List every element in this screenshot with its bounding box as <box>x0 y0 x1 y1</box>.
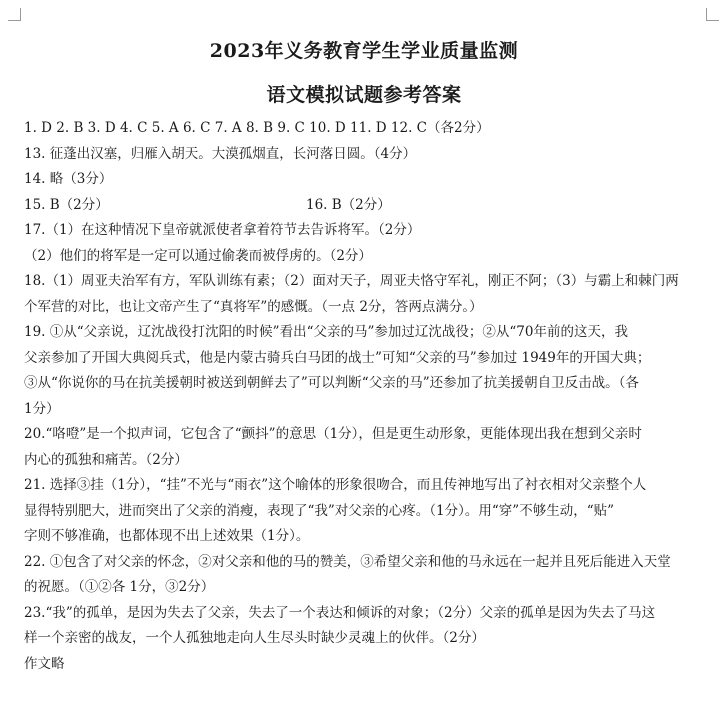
answer-line: 18.（1）周亚夫治军有方，军队训练有素；（2）面对天子，周亚夫恪守军礼，刚正不阿；（3）与霸上和棘门两 <box>24 273 679 289</box>
answer-line: 个军营的对比，也让文帝产生了“真将军”的感慨。（一点 2分，答两点满分。） <box>24 298 483 315</box>
answer-line: 样一个亲密的战友，一个人孤独地走向人生尽头时缺少灵魂上的伙伴。（2分） <box>24 630 485 646</box>
answer-line: 23.“我”的孤单，是因为失去了父亲，失去了一个表达和倾诉的对象；（2分）父亲的孤单是因为失去了马这 <box>24 604 656 621</box>
answer-line: 作文略 <box>24 655 65 672</box>
page-corner-mark-right <box>706 8 719 21</box>
answer-line: 20.“咯噔”是一个拟声词，它包含了“颤抖”的意思（1分），但是更生动形象，更能体现出我在想到父亲时 <box>24 426 642 442</box>
answer-15: 15. B（2分） <box>24 196 109 213</box>
answer-line: （2）他们的将军是一定可以通过偷袭而被俘虏的。（2分） <box>24 247 372 264</box>
page-corner-mark-left <box>8 8 21 21</box>
answer-line: 1分） <box>24 400 60 417</box>
answer-line: 21. 选择③挂（1分），“挂”不光与“雨衣”这个喻体的形象很吻合，而且传神地写出了衬衣相对父亲整个人 <box>24 477 647 493</box>
document-subtitle: 语文模拟试题参考答案 <box>266 84 462 106</box>
answer-line <box>24 193 704 219</box>
answer-line: 内心的孤独和痛苦。（2分） <box>24 451 188 468</box>
answer-line: 的祝愿。（①②各 1分，③2分） <box>24 579 215 595</box>
answer-line: 1. D 2. B 3. D 4. C 5. A 6. C 7. A 8. B 9. C 10. D 11. D 12. C（各2分） <box>24 120 490 136</box>
answer-line: 父亲参加了开国大典阅兵式，他是内蒙古骑兵白马团的战士”可知“父亲的马”参加过 1949年的开国大典； <box>24 349 651 366</box>
answer-line: ③从“你说你的马在抗美援朝时被送到朝鲜去了”可以判断“父亲的马”还参加了抗美援朝自卫反击战。（各 <box>24 375 639 391</box>
answer-line: 13. 征蓬出汉塞，归雁入胡天。大漠孤烟直，长河落日圆。（4分） <box>24 145 417 162</box>
answer-line: 19. ①从“父亲说，辽沈战役打沈阳的时候”看出“父亲的马”参加过辽沈战役；②从“70年前的这天，我 <box>24 324 628 340</box>
answer-16: 16. B（2分） <box>306 196 391 213</box>
document-page <box>24 36 704 677</box>
answer-line: 14. 略（3分） <box>24 171 113 187</box>
document-title: 2023年义务教育学生学业质量监测 <box>209 40 519 62</box>
answer-line: 17.（1）在这种情况下皇帝就派使者拿着符节去告诉将军。（2分） <box>24 222 421 238</box>
answer-line: 22. ①包含了对父亲的怀念，②对父亲和他的马的赞美，③希望父亲和他的马永远在一起并且死后能进入天堂 <box>24 553 671 570</box>
answer-line: 显得特别肥大，进而突出了父亲的消瘦，表现了“我”对父亲的心疼。（1分）。用“穿”不够生动，“贴” <box>24 502 614 519</box>
answer-line: 字则不够准确，也都体现不出上述效果（1分）。 <box>24 528 310 544</box>
